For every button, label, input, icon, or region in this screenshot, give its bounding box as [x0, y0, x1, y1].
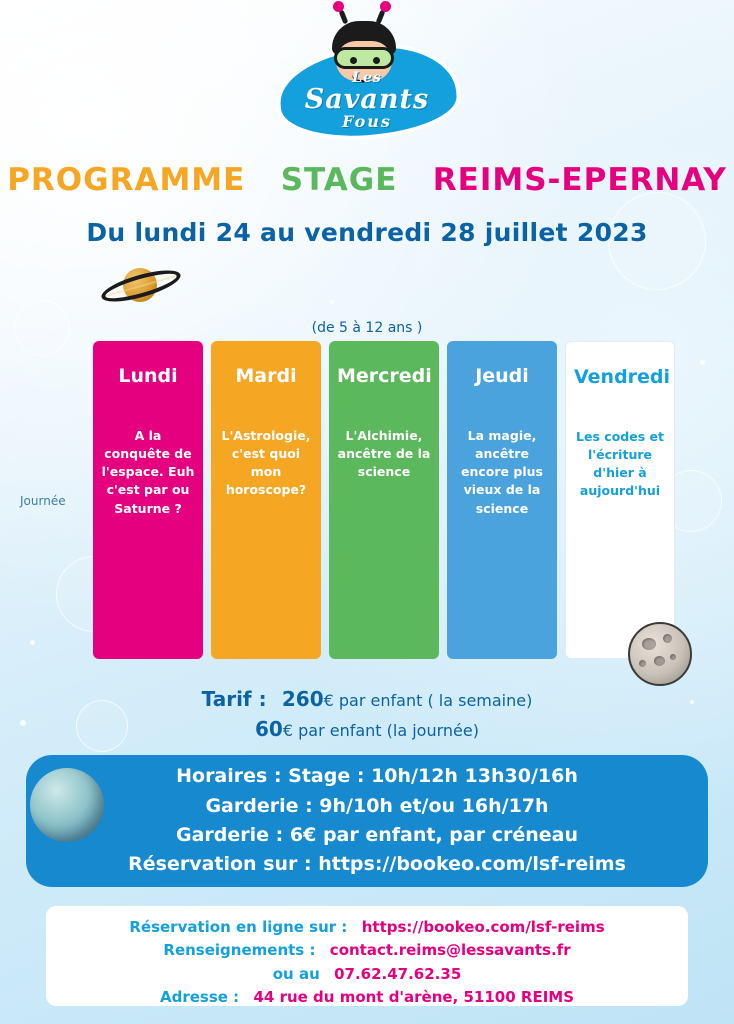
info-line-garderie-hours: Garderie : 9h/10h et/ou 16h/17h [205, 794, 549, 817]
contact-email[interactable]: contact.reims@lessavants.fr [329, 941, 571, 960]
contact-address-label: Adresse : [159, 987, 240, 1006]
info-line-reservation[interactable]: Réservation sur : https://bookeo.com/lsf-reims [128, 853, 626, 876]
logo-line-3: Fous [342, 112, 392, 132]
saturn-icon [96, 262, 186, 312]
tarif-week-rest: € par enfant ( la semaine) [323, 691, 533, 710]
contact-phone[interactable]: 07.62.47.62.35 [334, 964, 462, 983]
contact-phone-label: ou au [272, 964, 320, 983]
day-name: Jeudi [475, 365, 529, 387]
info-line-garderie-price: Garderie : 6€ par enfant, par créneau [176, 824, 578, 846]
day-column-mercredi[interactable] [329, 341, 439, 659]
day-column-vendredi[interactable] [565, 341, 675, 659]
day-column-lundi[interactable] [93, 341, 203, 659]
contact-renseignements-label: Renseignements : [163, 941, 316, 960]
moon-icon [628, 622, 692, 686]
tarif-label: Tarif : [201, 687, 267, 711]
day-name: Vendredi [574, 366, 671, 388]
decorative-dot [30, 640, 35, 645]
planet-icon [30, 768, 104, 842]
tarif-week-price: 260 [281, 687, 324, 711]
contact-reservation-label: Réservation en ligne sur : [129, 918, 348, 936]
tarif-day-price: 60 [255, 717, 283, 741]
page-subtitle: Du lundi 24 au vendredi 28 juillet 2023 [86, 218, 648, 247]
row-label-journee: Journée [20, 494, 66, 508]
title-part-stage: STAGE [280, 162, 398, 198]
info-line-horaires: Horaires : Stage : 10h/12h 13h30/16h [176, 765, 578, 788]
day-name: Mercredi [337, 365, 432, 387]
day-name: Mardi [235, 365, 297, 387]
contact-address: 44 rue du mont d'arène, 51100 REIMS [253, 987, 575, 1006]
pricing-block [0, 684, 734, 744]
day-column-jeudi[interactable] [447, 341, 557, 659]
page-title [0, 162, 734, 198]
tarif-day-rest: € par enfant (la journée) [282, 721, 479, 740]
logo [0, 14, 734, 154]
contact-reservation-link[interactable]: https://bookeo.com/lsf-reims [361, 918, 605, 936]
title-part-programme: PROGRAMME [7, 162, 246, 198]
week-schedule [93, 341, 698, 659]
schedule-info-panel [26, 755, 708, 887]
title-part-reims-epernay: REIMS-EPERNAY [432, 162, 727, 198]
decorative-dot [330, 300, 334, 304]
day-description: L'Alchimie, ancêtre de la science [337, 428, 431, 480]
day-description: A la conquête de l'espace. Euh c'est par ou Saturne ? [101, 428, 195, 516]
decorative-dot [700, 360, 705, 365]
day-description: Les codes et l'écriture d'hier à aujourd'hui [576, 429, 664, 499]
day-description: L'Astrologie, c'est quoi mon horoscope? [221, 428, 311, 498]
day-column-mardi[interactable] [211, 341, 321, 659]
age-range-label: (de 5 à 12 ans ) [311, 320, 423, 336]
logo-text [272, 71, 462, 131]
contact-panel [46, 906, 688, 1006]
day-name: Lundi [118, 365, 178, 387]
logo-line-1: Les [352, 70, 382, 86]
logo-line-2: Savants [304, 83, 430, 115]
day-description: La magie, ancêtre encore plus vieux de la science [461, 428, 543, 516]
